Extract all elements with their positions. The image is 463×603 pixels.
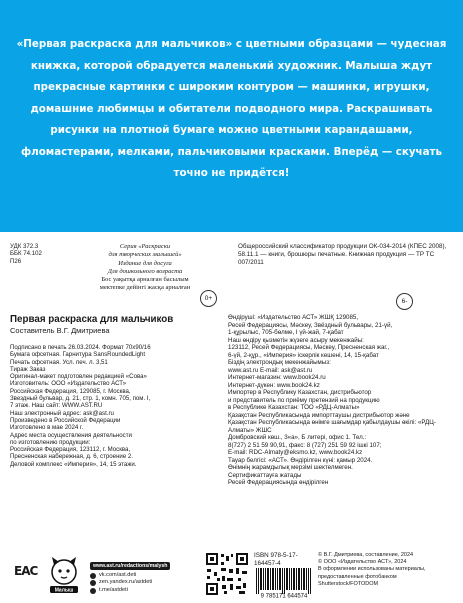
social-link-zen[interactable]	[90, 579, 200, 586]
social-link-text: zen.yandex.ru/astdeti	[99, 579, 153, 586]
barcode-digits: 9 785171 644574	[260, 593, 308, 598]
manufacturer-details-kz: Өндіруші: «Издательство АСТ» ЖШҚ 129085, Ресей Федерациясы, Мәскеу, Звёздный бульвары, 21-үй, 1-құрылыс, 705-бөлме, I үй-жай, 7-қабат Наш өндіру қызметін жүзеге асыру мекенжайы: 123112, Ресей Федерациясы, Мәскеу, Пресненская жаг., 6-үй, 2-құр., «Империя» іскерлік кешені, 14, 15-қабат Біздің электрондық мекенжайымыз: www.ast.ru E-mail: ask@ast.ru Интернет-магазин: www.book24.ru Интернет-дүкен: www.book24.kz Импортер в Республику Казахстан, дистрибьютор и представитель по приёму претензий на продукцию в Республике Казахстан: ТОО «РДЦ-Алматы» Қазақстан Республикасында импорттаушы дистрибьютор және Қазақстан Республикасында өнімге шағымдар қабылдаушы өкілі: «РДЦ-Алматы» ЖШС Домбровский көш., 3«а», Б литері, офис 1. Тел.: 8(727) 2 51 59 90,91, факс: 8 (727) 251 59 92 ішкі 107; E-mail: RDC-Almaty@eksmo.kz, www.book24.kz Тауар белгісі: «АСТ». Өндірілген күні: қамыр 2024. Өнімнің жарамдылық мерзімі шектелмеген. Сертификаттауға жатады Ресей Федерациясында өндірілген	[228, 314, 436, 486]
print-details: Подписано в печать 26.03.2024. Формат 70х90/16 Бумага офсетная. Гарнитура SansRoundedLight Печать офсетная. Усл. печ. л. 3,51 Тираж Заказ Оригинал-макет подготовлен редакцией «Сова» Изготовитель: ООО «Издательство АСТ» Российская Федерация, 129085, г. Москва, Звездный бульвар, д. 21, стр. 1, комн. 705, пом. I, 7 этаж. Наш сайт: WWW.AST.RU Наш электронный адрес: ask@ast.ru Произведено в Российской Федерации Изготовлено в мае 2024 г. Адрес места осуществления деятельности по изготовлению продукции: Российская Федерация, 123112, г. Москва, Пресненская набережная, д. 6, строение 2. Деловой комплекс «Империя», 14, 15 этажи.	[10, 344, 151, 468]
book-author: Составитель В.Г. Дмитриева	[10, 326, 110, 335]
age-rating-badge-kz: 6-	[396, 293, 413, 310]
udk-code: УДК 372.3 ББК 74.102 П26	[10, 243, 42, 265]
social-link-telegram[interactable]	[90, 587, 200, 594]
malysh-logo	[46, 555, 82, 595]
book-title: Первая раскраска для мальчиков	[10, 314, 174, 325]
series-line: Бос уақытқа арналған басылым	[101, 276, 189, 284]
copyright-notice: © В.Г. Дмитриева, составление, 2024 © ООО «Издательство АСТ», 2024 В оформлении использованы материалы, предоставленные фотобанком Shutterstock/FOTODOM	[318, 552, 426, 587]
publisher-logo-text: Малыш	[54, 587, 74, 594]
social-link-text: vk.com/ast.deti	[99, 572, 137, 578]
series-line: Серия «Раскраски	[119, 243, 171, 250]
qr-code[interactable]	[205, 552, 249, 596]
social-links	[90, 554, 200, 594]
zen-icon	[90, 580, 96, 586]
eac-mark: EAC	[14, 564, 38, 578]
social-link-vk[interactable]	[90, 572, 200, 579]
series-line: мектепке дейінгі жасқа арналған	[99, 284, 191, 292]
series-line: для творческих малышей»	[108, 251, 182, 259]
telegram-icon	[90, 588, 96, 594]
okp-classifier: Общероссийский классификатор продукции ОК-034-2014 (КПЕС 2008), 58.11.1 — книги, брошюры печатные. Книжная продукция — ТР ТС 007/2011	[238, 243, 447, 267]
footer-strip	[0, 552, 463, 600]
isbn-number: ISBN 978-5-17-164457-4	[254, 552, 298, 567]
vk-icon	[90, 573, 96, 579]
social-link-text: t.me/astdeti	[99, 586, 128, 593]
isbn-block	[254, 552, 314, 603]
series-info	[55, 243, 235, 293]
barcode-icon	[254, 568, 314, 598]
imprint-area	[0, 232, 463, 600]
redaction-link[interactable]: www.ast.ru/redactions/malysh	[90, 562, 170, 570]
age-rating-badge: 0+	[200, 290, 217, 307]
book-blurb: «Первая раскраска для мальчиков» с цветными образцами — чудесная книжка, которой обрадуется маленький художник. Малыша ждут прекрасные картинки с широким контуром — машинки, игрушки, домашние любимцы и обитатели подводного мира. Раскрашивать рисунки на плотной бумаге можно цветными карандашами, фломастерами, мелками, пальчиковыми красками. Вперёд — скучать точно не придётся!	[16, 38, 447, 179]
series-line: Издание для досуга	[118, 259, 172, 267]
series-line: Для дошкольного возраста	[107, 267, 183, 275]
back-cover-top	[0, 0, 463, 232]
